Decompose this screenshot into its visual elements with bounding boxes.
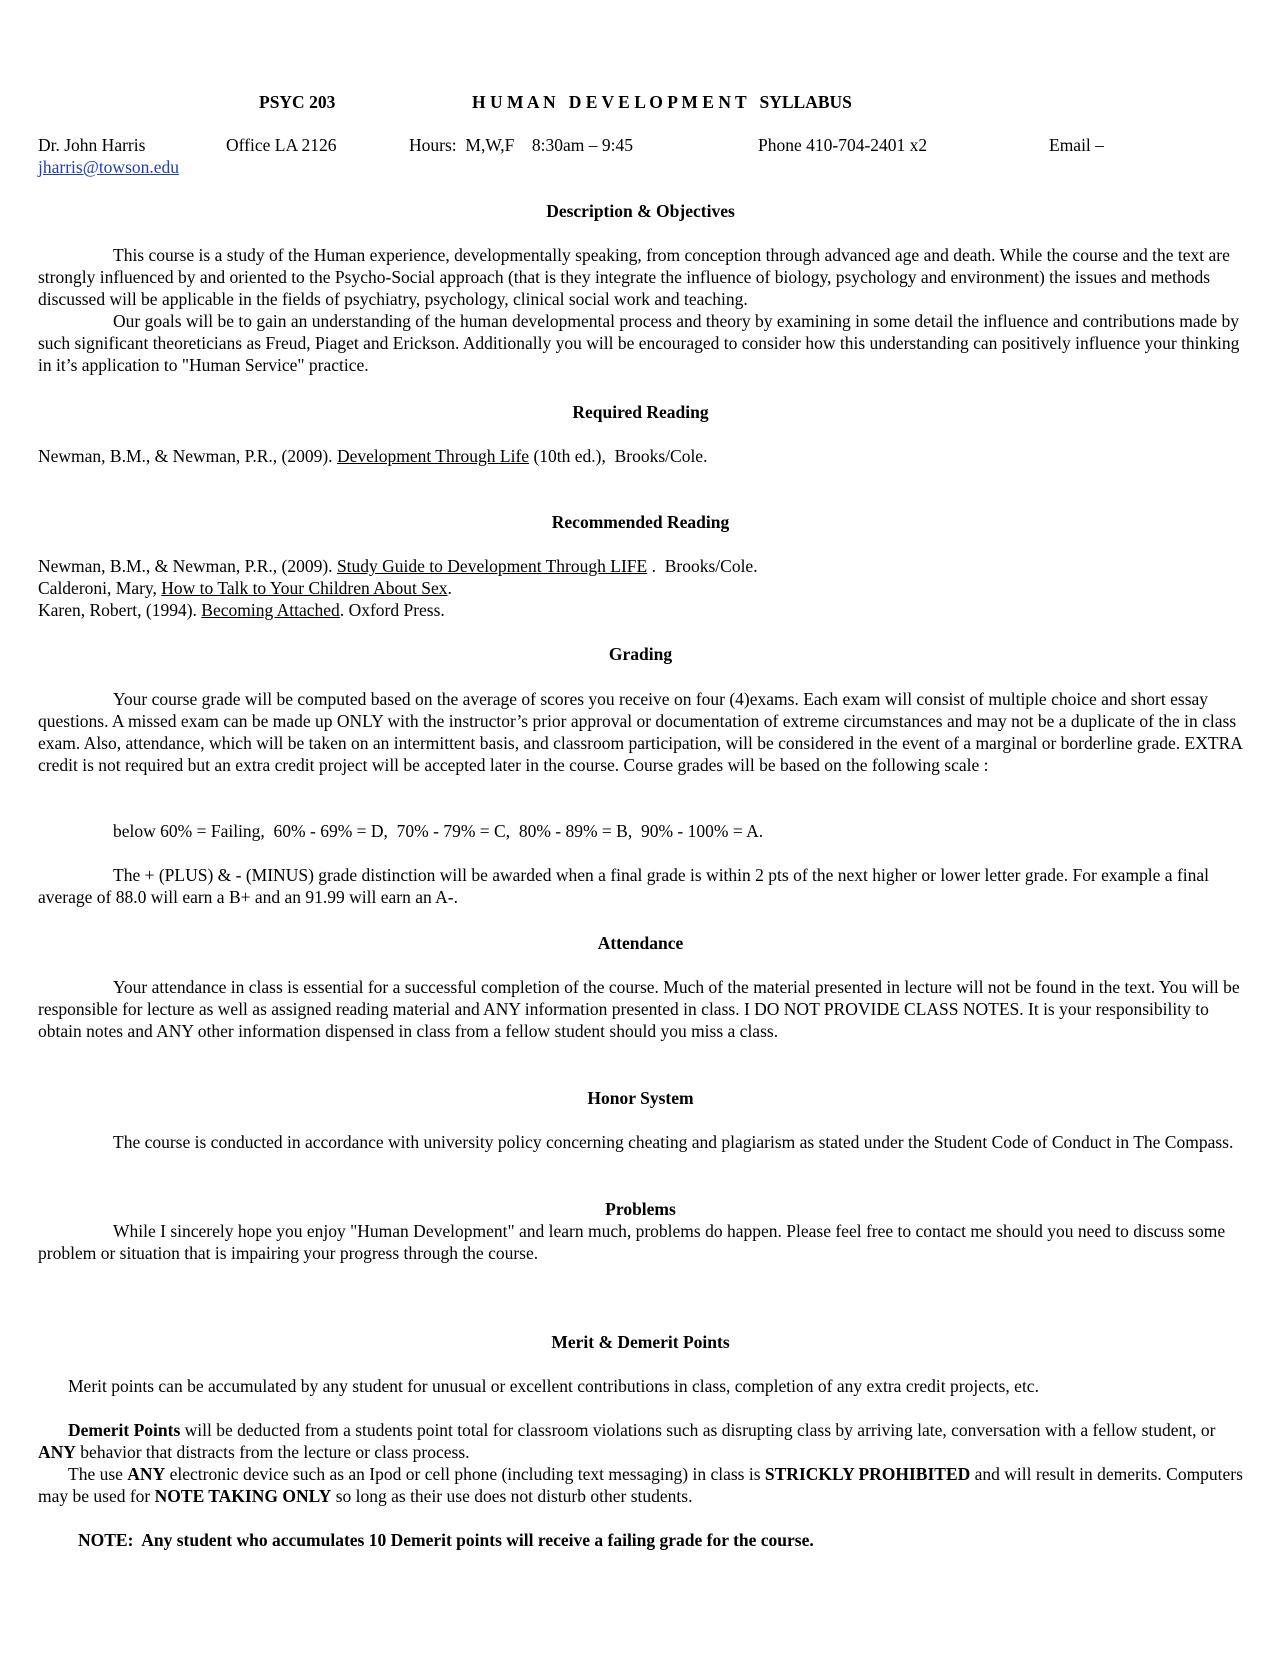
grading-scale: below 60% = Failing, 60% - 69% = D, 70% - 79% = C, 80% - 89% = B, 90% - 100% = A. bbox=[113, 821, 764, 841]
demerit-any: ANY bbox=[38, 1442, 76, 1462]
required-reading-heading: Required Reading bbox=[572, 402, 709, 422]
strickly-prohibited: STRICKLY PROHIBITED bbox=[764, 1464, 971, 1484]
description-paragraph-2: Our goals will be to gain an understanding of the human developmental process and theory by examining in some detail the influence and contributions made by such significant theoreticians as Freud, Piaget and Erickson. Additionally you will be encouraged to consider how this understanding can positively influence your thinking in it’s application to "Human Service" practice. bbox=[38, 311, 1240, 375]
course-code: PSYC 203 bbox=[259, 92, 336, 112]
description-heading: Description & Objectives bbox=[546, 201, 735, 221]
grading-paragraph-1: Your course grade will be computed based on the average of scores you receive on four (4)exams. Each exam will consist of multiple choice and short essay questions. A missed exam can be made up ONLY with the instructor’s prior approval or documentation of extreme circumstances and may not be a duplicate of the in class exam. Also, attendance, which will be taken on an intermittent basis, and classroom participation, will be considered in the event of a marginal or borderline grade. EXTRA credit is not required but an extra credit project will be accepted later in the course. Course grades will be based on the following scale : bbox=[38, 689, 1242, 775]
electronics-text-4: so long as their use does not disturb other students. bbox=[331, 1486, 693, 1506]
document-title: H U M A N D E V E L O P M E N T SYLLABUS bbox=[472, 92, 852, 112]
attendance-heading: Attendance bbox=[597, 933, 684, 953]
rec2-rest: . bbox=[447, 578, 452, 598]
merit-demerit-heading: Merit & Demerit Points bbox=[551, 1332, 730, 1352]
recommended-citation-2 bbox=[38, 577, 1243, 599]
rec3-authors: Karen, Robert, (1994). bbox=[38, 600, 202, 620]
rec3-publisher: . Oxford Press. bbox=[339, 600, 445, 620]
problems-paragraph: While I sincerely hope you enjoy "Human Development" and learn much, problems do happen. Please feel free to contact me should you need to discuss some problem or situation that is impairing your progress through the course. bbox=[38, 1221, 1226, 1263]
rec1-publisher: . Brooks/Cole. bbox=[647, 556, 758, 576]
merit-paragraph: Merit points can be accumulated by any student for unusual or excellent contributions in class, completion of any extra credit projects, etc. bbox=[68, 1376, 1039, 1396]
electronics-paragraph bbox=[38, 1463, 1243, 1507]
demerit-text-1: will be deducted from a students point total for classroom violations such as disrupting class by arriving late, conversation with a fellow student, or bbox=[180, 1420, 1216, 1440]
office-location: Office LA 2126 bbox=[226, 135, 337, 155]
rec1-authors: Newman, B.M., & Newman, P.R., (2009). bbox=[38, 556, 337, 576]
attendance-paragraph: Your attendance in class is essential for a successful completion of the course. Much of the material presented in lecture will not be found in the text. You will be responsible for lecture as well as assigned reading material and ANY information presented in class. I DO NOT PROVIDE CLASS NOTES. It is your responsibility to obtain notes and ANY other information dispensed in class from a fellow student should you miss a class. bbox=[38, 977, 1240, 1041]
electronics-text-1: The use bbox=[68, 1464, 128, 1484]
grading-heading: Grading bbox=[608, 644, 673, 664]
required-authors: Newman, B.M., & Newman, P.R., (2009). bbox=[38, 446, 337, 466]
email-link[interactable]: jharris@towson.edu bbox=[38, 157, 180, 177]
required-edition: (10th ed.), Brooks/Cole. bbox=[529, 446, 708, 466]
failing-grade-note: NOTE: Any student who accumulates 10 Demerit points will receive a failing grade for the course. bbox=[78, 1530, 814, 1550]
demerit-paragraph bbox=[38, 1419, 1243, 1463]
rec2-book-title: How to Talk to Your Children About Sex bbox=[161, 578, 448, 598]
phone-number: Phone 410-704-2401 x2 bbox=[758, 135, 928, 155]
electronics-text-2: electronic device such as an Ipod or cell phone (including text messaging) in class is bbox=[165, 1464, 765, 1484]
demerit-points-label: Demerit Points bbox=[68, 1420, 181, 1440]
rec1-book-title: Study Guide to Development Through LIFE bbox=[336, 556, 648, 576]
rec2-authors: Calderoni, Mary, bbox=[38, 578, 162, 598]
electronics-text-3: and will result in demerits. Computers may be used for bbox=[38, 1464, 1243, 1506]
recommended-citation-3 bbox=[38, 599, 1243, 621]
rec3-book-title: Becoming Attached bbox=[201, 600, 340, 620]
recommended-reading-heading: Recommended Reading bbox=[551, 512, 730, 532]
required-book-title: Development Through Life bbox=[336, 446, 530, 466]
note-taking-only: NOTE TAKING ONLY bbox=[154, 1486, 332, 1506]
honor-system-heading: Honor System bbox=[587, 1088, 694, 1108]
instructor-name: Dr. John Harris bbox=[38, 135, 146, 155]
grading-paragraph-2: The + (PLUS) & - (MINUS) grade distinction will be awarded when a final grade is within 2 pts of the next higher or lower letter grade. For example a final average of 88.0 will earn a B+ and an 91.99 will earn an A-. bbox=[38, 865, 1210, 907]
problems-heading: Problems bbox=[605, 1199, 676, 1219]
electronics-any: ANY bbox=[127, 1464, 166, 1484]
recommended-citation-1 bbox=[38, 555, 1243, 577]
description-paragraph-1: This course is a study of the Human experience, developmentally speaking, from conception through advanced age and death. While the course and the text are strongly influenced by and oriented to the Psycho-Social approach (that is they integrate the influence of biology, psychology and environment) the issues and methods discussed will be applicable in the fields of psychiatry, psychology, clinical social work and teaching. bbox=[38, 245, 1230, 309]
required-reading-citation bbox=[38, 445, 1243, 467]
office-hours: Hours: M,W,F 8:30am – 9:45 bbox=[409, 135, 633, 155]
demerit-text-2: behavior that distracts from the lecture or class process. bbox=[75, 1442, 470, 1462]
email-label: Email – bbox=[1049, 135, 1104, 155]
honor-system-paragraph: The course is conducted in accordance with university policy concerning cheating and plagiarism as stated under the Student Code of Conduct in The Compass. bbox=[113, 1132, 1234, 1152]
